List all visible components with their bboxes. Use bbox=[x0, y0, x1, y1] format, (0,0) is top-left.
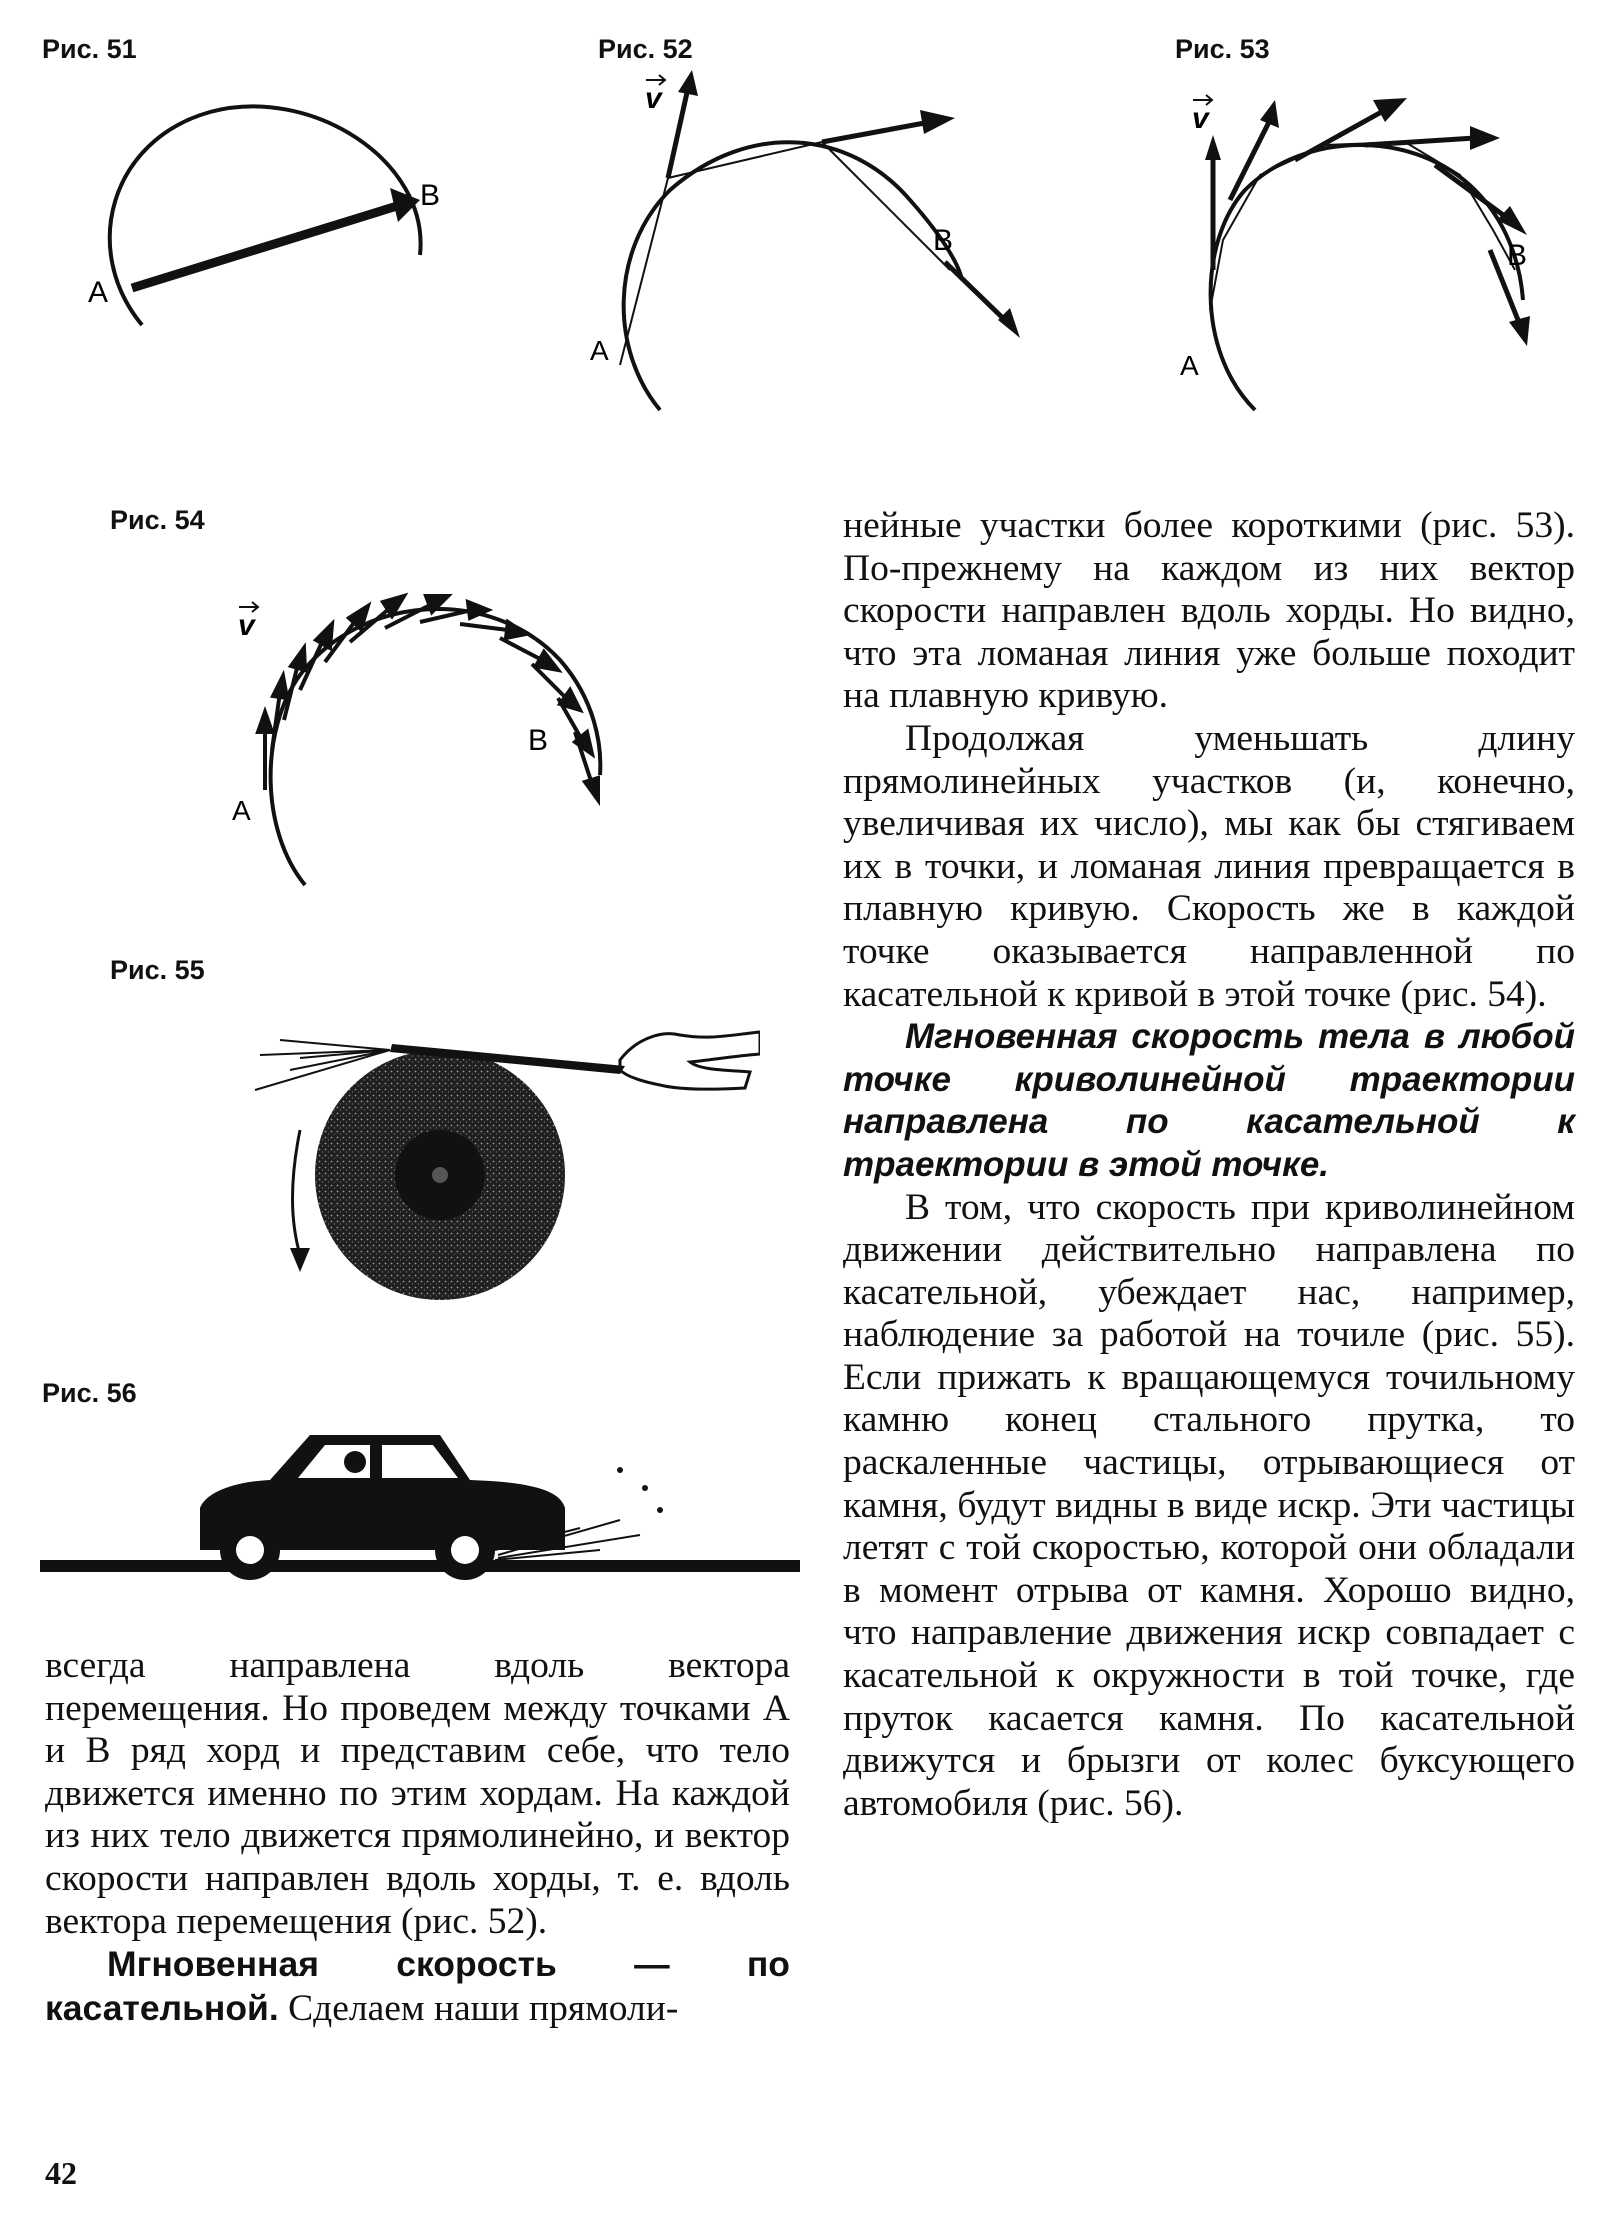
splash-drop bbox=[657, 1507, 663, 1513]
left-paragraph-2-heading: Мгновенная скорость — по касательной. bbox=[45, 1944, 790, 2028]
driver-silhouette bbox=[344, 1451, 366, 1473]
fig53-arc bbox=[1211, 145, 1523, 410]
fig52-arrowhead-2 bbox=[920, 110, 955, 134]
fig53-chords bbox=[1210, 142, 1515, 310]
fig53-velocity-arrow-3 bbox=[1295, 110, 1385, 160]
fig53-point-b: B bbox=[1507, 239, 1528, 272]
fig53-arrowhead-4 bbox=[1470, 126, 1500, 150]
car-front-wheel-hub bbox=[236, 1536, 264, 1564]
rotation-direction-arrow bbox=[293, 1130, 301, 1255]
rotation-arrowhead bbox=[290, 1248, 310, 1272]
page-number: 42 bbox=[45, 2155, 77, 2191]
fig53-vector-label: v bbox=[1192, 102, 1209, 135]
fig53-arrowhead-2 bbox=[1260, 100, 1279, 128]
left-column bbox=[45, 1645, 790, 2030]
ground bbox=[40, 1560, 800, 1572]
fig51-point-a: A bbox=[88, 276, 109, 309]
right-paragraph-2: Продолжая уменьшать длину прямолинейных участков (и, конечно, увеличивая их число), мы как бы стягиваем их в точки, и ломаная линия превращается в плавную кривую. Скорость же в каждой точке оказывается направленной по касательной к кривой в этой точке (рис. 54). bbox=[843, 717, 1575, 1015]
right-paragraph-4: В том, что скорость при криволинейном движении действительно направлена по касательной, убеждает нас, например, наблюдение за работой на точиле (рис. 55). Если прижать к вращающемуся точильному камню конец стального прутка, то раскаленные частицы, отрывающиеся от камня, будут видны в виде искр. Эти частицы летят с той скоростью, которой они обладали в момент отрыва от камня. Хорошо видно, что направление движения искр совпадает с касательной к окружности в той точке, где пруток касается камня. По касательной движутся и брызги от колес буксующего автомобиля (рис. 56). bbox=[843, 1186, 1575, 1824]
fig54-vector-label: v bbox=[238, 609, 255, 642]
fig53-arrowhead-3 bbox=[1373, 98, 1407, 122]
fig52-velocity-arrow-1 bbox=[668, 88, 688, 178]
fig51-displacement-arrow bbox=[132, 202, 410, 288]
fig55-diagram bbox=[240, 1010, 760, 1320]
fig56-diagram bbox=[40, 1410, 800, 1590]
hand bbox=[620, 1032, 760, 1089]
fig53-point-a: A bbox=[1180, 350, 1199, 381]
splash-drop bbox=[642, 1485, 648, 1491]
right-paragraph-1: нейные участки более короткими (рис. 53). По-прежнему на каждом из них вектор скорости направлен вдоль хорды. Но видно, что эта ломаная линия уже больше походит на плавную кривую. bbox=[843, 505, 1575, 717]
fig52-arrowhead-3 bbox=[998, 308, 1020, 338]
fig53-arrowhead-6 bbox=[1509, 316, 1530, 346]
fig51-label: Рис. 51 bbox=[42, 34, 137, 64]
fig52-chord-3 bbox=[822, 142, 950, 270]
fig52-arrowhead-1 bbox=[678, 70, 698, 96]
left-paragraph-2 bbox=[45, 1943, 790, 2030]
splash-drop bbox=[617, 1467, 623, 1473]
fig52-label: Рис. 52 bbox=[598, 34, 693, 64]
fig54-diagram bbox=[220, 560, 640, 900]
fig53-label: Рис. 53 bbox=[1175, 34, 1270, 64]
fig53-velocity-arrow-2 bbox=[1230, 120, 1270, 200]
fig54-point-b: B bbox=[528, 724, 549, 757]
fig53-velocity-arrow-4 bbox=[1365, 138, 1475, 145]
left-paragraph-1: всегда направлена вдоль вектора перемещения. Но проведем между точками A и B ряд хорд и представим себе, что тело движется именно по этим хордам. На каждой из них тело движется прямолинейно, и вектор скорости направлен вдоль хорды, т. е. вдоль вектора перемещения (рис. 52). bbox=[45, 1645, 790, 1942]
fig54-tangent-arrows bbox=[258, 596, 598, 800]
fig52-velocity-arrow-3 bbox=[945, 262, 1010, 325]
fig51-diagram bbox=[70, 80, 450, 350]
fig56-label: Рис. 56 bbox=[42, 1378, 137, 1408]
fig52-point-b: B bbox=[933, 224, 954, 257]
fig53-velocity-arrow-5 bbox=[1435, 165, 1510, 220]
fig53-diagram bbox=[1175, 70, 1595, 420]
fig52-arc bbox=[624, 142, 962, 410]
fig52-vector-label: v bbox=[645, 82, 662, 115]
fig55-label: Рис. 55 bbox=[110, 955, 205, 985]
fig52-point-a: A bbox=[590, 335, 609, 366]
fig54-point-a: A bbox=[232, 795, 251, 826]
fig53-arrowhead-5 bbox=[1497, 206, 1527, 235]
left-paragraph-2-text: Сделаем наши прямоли- bbox=[278, 1987, 679, 2029]
fig53-arrowhead-1 bbox=[1205, 135, 1221, 160]
fig51-point-b: B bbox=[420, 179, 441, 212]
fig52-velocity-arrow-2 bbox=[822, 122, 930, 142]
right-column bbox=[843, 505, 1575, 1825]
fig52-diagram bbox=[590, 70, 1030, 420]
fig54-label: Рис. 54 bbox=[110, 505, 205, 535]
grinding-stone-axle bbox=[432, 1167, 448, 1183]
car-rear-wheel-hub bbox=[451, 1536, 479, 1564]
right-paragraph-3-definition: Мгновенная скорость тела в любой точке криволинейной траектории направлена по касательной к траектории в этой точке. bbox=[843, 1017, 1575, 1184]
